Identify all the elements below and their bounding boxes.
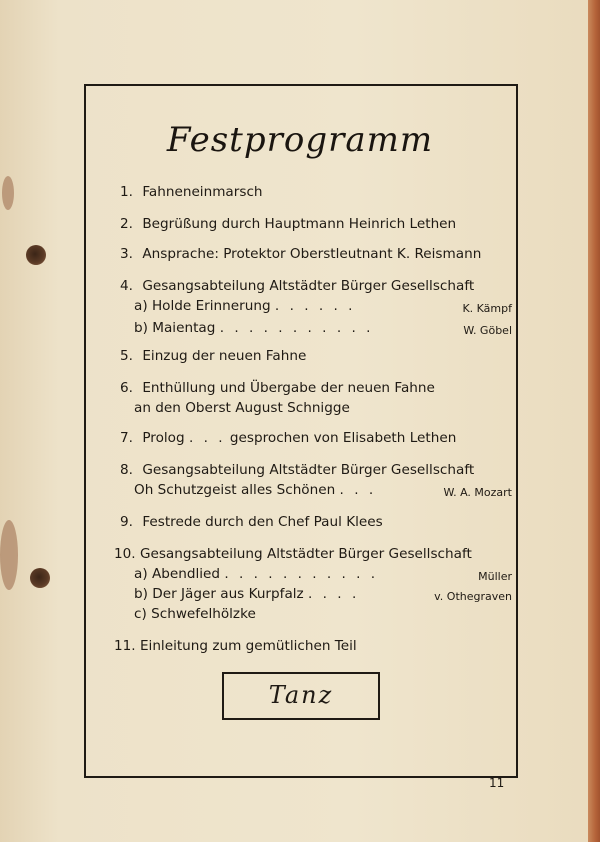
item-text: Begrüßung durch Hauptmann Heinrich Lethen <box>142 216 457 232</box>
punch-hole <box>26 245 46 265</box>
item-text: Fahneneinmarsch <box>142 184 263 200</box>
item-number: 9. <box>120 514 133 530</box>
item-number: 6. <box>120 380 133 396</box>
item-number: 2. <box>120 216 133 232</box>
item-number: 8. <box>120 462 133 478</box>
composer: K. Kämpf <box>462 302 512 315</box>
punch-hole <box>30 568 50 588</box>
item-text: Gesangsabteilung Altstädter Bürger Gesellschaft <box>142 462 475 478</box>
program-item <box>120 462 504 478</box>
item-number: 4. <box>120 278 133 294</box>
item-number: 11. <box>114 638 136 654</box>
program-item <box>114 546 504 562</box>
program-item <box>120 348 504 364</box>
item-text: Prolog <box>142 430 185 446</box>
sub-item: a) Abendlied . . . . . . . . . . . <box>134 566 379 582</box>
program-item <box>120 246 504 262</box>
stain <box>0 520 18 590</box>
sub-item: an den Oberst August Schnigge <box>134 400 350 416</box>
stain <box>2 176 14 210</box>
item-text: Einzug der neuen Fahne <box>142 348 307 364</box>
composer: W. A. Mozart <box>443 486 512 499</box>
item-text: Ansprache: Protektor Oberstleutnant K. Reismann <box>142 246 482 262</box>
sub-item: Oh Schutzgeist alles Schönen . . . <box>134 482 377 498</box>
sub-item: c) Schwefelhölzke <box>134 606 256 622</box>
program-item <box>120 514 504 530</box>
item-text: Festrede durch den Chef Paul Klees <box>142 514 383 530</box>
sub-item: b) Maientag . . . . . . . . . . . <box>134 320 374 336</box>
program-item <box>120 216 504 232</box>
item-number: 5. <box>120 348 133 364</box>
item-number: 1. <box>120 184 133 200</box>
sub-item: a) Holde Erinnerung . . . . . . <box>134 298 356 314</box>
item-text: Gesangsabteilung Altstädter Bürger Gesellschaft <box>142 278 475 294</box>
item-text: Gesangsabteilung Altstädter Bürger Gesellschaft <box>139 546 472 562</box>
item-text: Enthüllung und Übergabe der neuen Fahne <box>142 380 435 396</box>
program-item <box>120 278 504 294</box>
composer: W. Göbel <box>463 324 512 337</box>
composer: v. Othegraven <box>434 590 512 603</box>
program-item <box>114 638 504 654</box>
composer: Müller <box>478 570 512 583</box>
item-text: Einleitung zum gemütlichen Teil <box>139 638 357 654</box>
tanz-box: Tanz <box>222 672 380 720</box>
program-item: 7. Prolog . . . gesprochen von Elisabeth Lethen <box>120 430 457 446</box>
item-number: 7. <box>120 430 133 446</box>
page-number: 11 <box>489 776 505 790</box>
sub-item: b) Der Jäger aus Kurpfalz . . . . <box>134 586 360 602</box>
item-number: 3. <box>120 246 133 262</box>
program-item <box>120 184 504 200</box>
page-title: Festprogramm <box>166 120 434 160</box>
item-number: 10. <box>114 546 136 562</box>
program-item <box>120 380 504 396</box>
